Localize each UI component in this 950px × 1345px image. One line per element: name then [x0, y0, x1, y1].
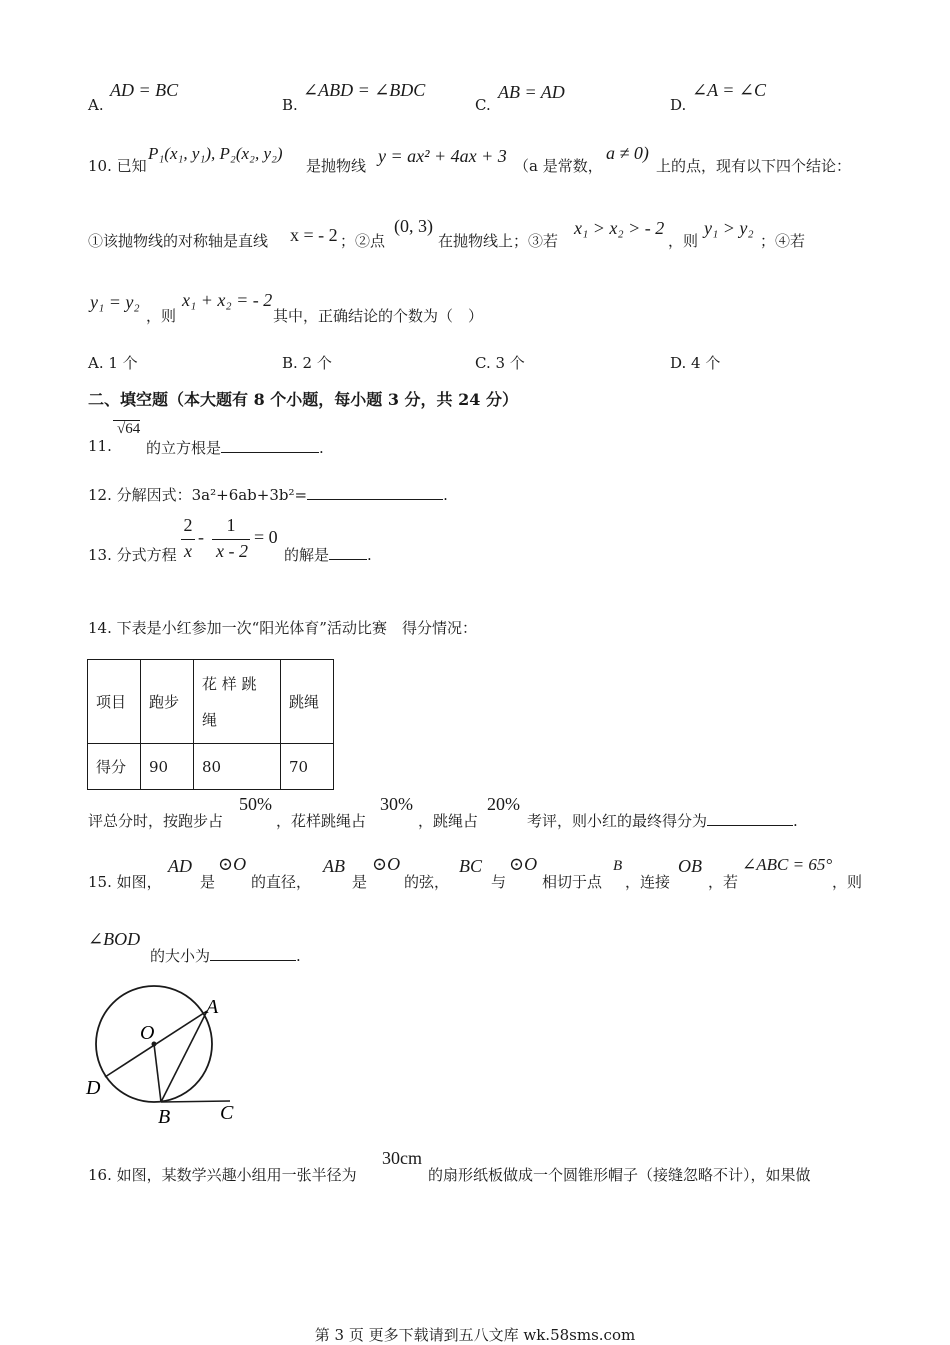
q10-statement5: ；④若 — [760, 232, 806, 250]
q10-option-a: A. 1 个 — [88, 354, 138, 372]
q13-denominator-1: x — [184, 541, 192, 561]
q10-statement1: ①该抛物线的对称轴是直线 — [88, 232, 269, 250]
q15-text7: ，连接 — [625, 873, 671, 891]
q14-end: . — [793, 812, 798, 830]
circle-tangent-figure — [84, 985, 244, 1130]
chord-ab — [161, 1011, 207, 1102]
q10-option-c: C. 3 个 — [475, 354, 525, 372]
q10-text1: 是抛物线 — [306, 157, 367, 175]
q15-text10 — [150, 945, 301, 966]
q13-end: . — [367, 546, 372, 564]
q11-end: . — [319, 439, 324, 457]
q16-text1: 16. 如图，某数学兴趣小组用一张半径为 — [88, 1166, 357, 1184]
q10-y-ineq-math: y₁ > y₂ — [704, 218, 754, 238]
q10-point-math: (0, 3) — [394, 216, 433, 236]
q15-text4: 的弦， — [404, 873, 450, 891]
q14-text2: ，花样跳绳占 — [276, 812, 367, 830]
q13-answer-blank — [329, 547, 367, 560]
q13-tail-text: 的解是 — [284, 546, 330, 564]
q10-statement2: ；②点 — [340, 232, 386, 250]
q10-text2: （a 是常数， — [514, 157, 603, 175]
q9-option-d-label: D. — [670, 96, 687, 114]
table-header-cell: 花 样 跳 绳 — [194, 660, 281, 744]
score-table — [87, 659, 334, 790]
q11-text-label: 的立方根是 — [146, 439, 222, 457]
q15-text8: ，若 — [708, 873, 739, 891]
q11-sqrt: √64 — [113, 420, 140, 438]
table-header-cell: 项目 — [88, 660, 141, 744]
q15-number: 15. 如图， — [88, 873, 162, 891]
q11-text — [146, 437, 324, 458]
label-o: O — [140, 1022, 155, 1044]
q10-statement3: 在抛物线上；③若 — [438, 232, 559, 250]
table-header-row — [88, 660, 334, 744]
table-cell: 得分 — [88, 744, 141, 790]
q15-ob: OB — [678, 856, 702, 876]
q13-fraction-bar-1 — [181, 539, 195, 540]
label-b: B — [158, 1106, 171, 1128]
q15-bc: BC — [459, 856, 483, 876]
page-footer: 第 3 页 更多下载请到五八文库 wk.58sms.com — [314, 1326, 636, 1344]
q9-option-b-math: ∠ABD = ∠BDC — [303, 80, 426, 100]
q10-y-equal-math: y₁ = y₂ — [90, 292, 140, 312]
q13-fraction-bar-2 — [212, 539, 250, 540]
q10-parabola: y = ax² + 4ax + 3 — [378, 146, 507, 166]
q15-text2: 的直径， — [251, 873, 312, 891]
table-cell: 90 — [141, 744, 194, 790]
q13-denominator-2: x - 2 — [216, 541, 248, 561]
q14-text1: 评总分时，按跑步占 — [88, 812, 224, 830]
q15-end: . — [296, 947, 301, 965]
q14-text4-label: 考评，则小红的最终得分为 — [527, 812, 708, 830]
q10-number: 10. 已知 — [88, 157, 147, 175]
q13-numerator-2: 1 — [226, 515, 236, 535]
q13-text: 13. 分式方程 — [88, 546, 177, 564]
table-row — [88, 744, 334, 790]
q11-answer-blank — [221, 440, 319, 453]
label-a: A — [206, 996, 219, 1018]
q10-statement4: ，则 — [668, 232, 699, 250]
q15-ab: AB — [323, 856, 345, 876]
q14-percent3: 20% — [487, 794, 520, 814]
q16-text2: 的扇形纸板做成一个圆锥形帽子（接缝忽略不计），如果做 — [428, 1166, 811, 1184]
q10-text3: 上的点，现有以下四个结论： — [656, 157, 852, 175]
q10-ineq-math: x₁ > x₂ > - 2 — [574, 218, 665, 238]
q12-end: . — [443, 486, 448, 504]
q10-condition: a ≠ 0) — [606, 143, 649, 163]
q10-option-d: D. 4 个 — [670, 354, 721, 372]
q15-text10-label: 的大小为 — [150, 947, 211, 965]
q14-answer-blank — [707, 813, 793, 826]
q11-number: 11. — [88, 437, 112, 455]
q15-text5: 与 — [491, 873, 507, 891]
q15-bod: ∠BOD — [88, 929, 141, 949]
q10-axis-math: x = - 2 — [290, 225, 338, 245]
q15-text6: 相切于点 — [542, 873, 603, 891]
q13-minus: - — [198, 527, 204, 547]
q9-option-a-label: A. — [88, 96, 104, 114]
q9-option-a-math: AD = BC — [110, 80, 179, 100]
q15-text1: 是 — [200, 873, 216, 891]
q10-option-b: B. 2 个 — [282, 354, 332, 372]
q14-percent1: 50% — [239, 794, 272, 814]
label-c: C — [220, 1102, 234, 1124]
q10-x-sum-math: x₁ + x₂ = - 2 — [182, 290, 273, 310]
q9-option-d-math: ∠A = ∠C — [692, 80, 766, 100]
q16-radius: 30cm — [382, 1148, 422, 1168]
q12-text: 12. 分解因式：3a²+6ab+3b²= — [88, 486, 308, 504]
q14-percent2: 30% — [380, 794, 413, 814]
table-cell: 80 — [194, 744, 281, 790]
q14-intro: 14. 下表是小红参加一次“阳光体育”活动比赛 得分情况： — [88, 619, 477, 637]
q10-points: P₁(x₁, y₁), P₂(x₂, y₂) — [148, 144, 283, 163]
q13-tail — [284, 544, 372, 565]
q10-statement6: ，则 — [146, 307, 177, 325]
q15-circle2: ⊙O — [372, 854, 401, 874]
q10-statement7: 其中，正确结论的个数为（ ） — [273, 307, 484, 325]
q9-option-c-math: AB = AD — [498, 82, 565, 102]
q9-option-b-label: B. — [282, 96, 298, 114]
table-header-cell: 跑步 — [141, 660, 194, 744]
q9-option-c-label: C. — [475, 96, 491, 114]
segment-ob — [154, 1044, 161, 1102]
q15-angle: ∠ABC = 65° — [742, 855, 833, 874]
q14-text3: ，跳绳占 — [418, 812, 479, 830]
q15-answer-blank — [210, 948, 296, 961]
q13-equals: = 0 — [254, 527, 278, 547]
table-header-cell: 跳绳 — [281, 660, 334, 744]
label-d: D — [86, 1077, 101, 1099]
q15-text3: 是 — [352, 873, 368, 891]
q15-text9: ，则 — [832, 873, 863, 891]
q13-numerator-1: 2 — [183, 515, 193, 535]
q14-text4 — [527, 810, 798, 831]
section-heading: 二、填空题（本大题有 8 个小题，每小题 3 分，共 24 分） — [88, 390, 518, 409]
q15-point-b: B — [613, 858, 623, 874]
table-cell: 70 — [281, 744, 334, 790]
q12-line — [88, 484, 448, 505]
q15-circle3: ⊙O — [509, 854, 538, 874]
q15-ad: AD — [168, 856, 192, 876]
q12-answer-blank — [307, 487, 443, 500]
q15-circle1: ⊙O — [218, 854, 247, 874]
